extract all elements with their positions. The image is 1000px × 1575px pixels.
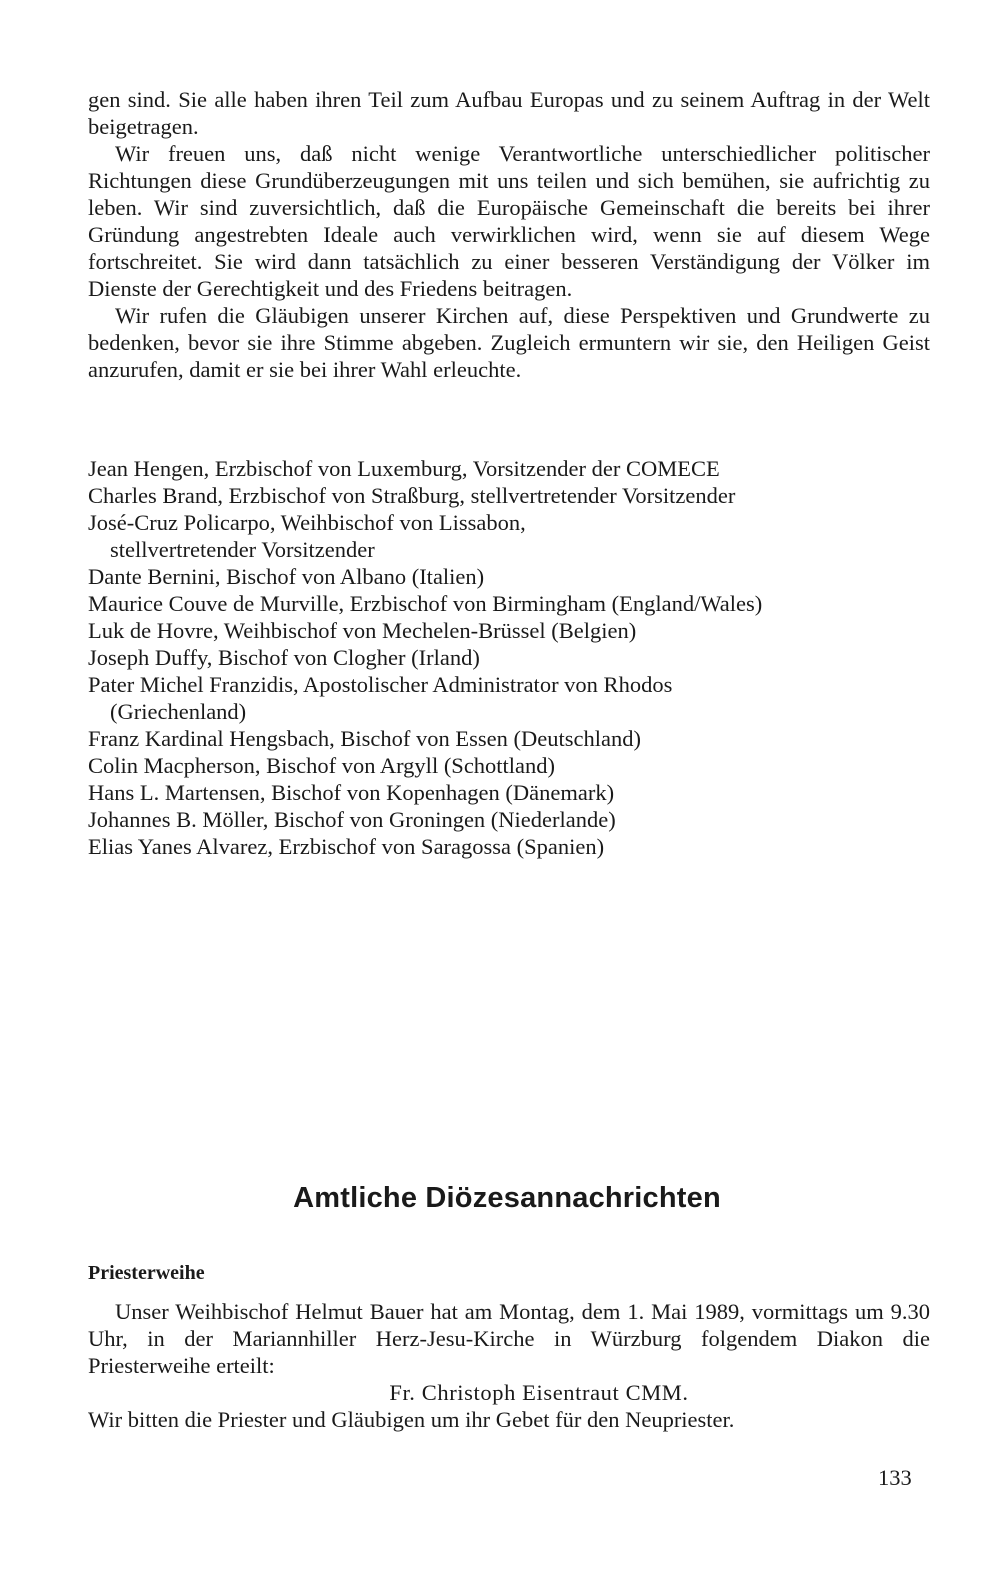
ordination-notice <box>88 1298 930 1433</box>
signatory: Charles Brand, Erzbischof von Straßburg, stellvertretender Vorsitzender <box>88 483 736 508</box>
intro-paragraph-1: gen sind. Sie alle haben ihren Teil zum Aufbau Europas und zu seinem Auftrag in der Welt beigetragen. <box>88 87 930 139</box>
signatory-continuation: (Griechenland) <box>110 699 247 724</box>
signatory: Luk de Hovre, Weihbischof von Mechelen-Brüssel (Belgien) <box>88 618 637 643</box>
intro-paragraph-2: Wir freuen uns, daß nicht wenige Verantwortliche unterschiedlicher politischer Richtungen diese Grundüberzeugungen mit uns teilen und sich bemühen, sie aufrichtig zu leben. Wir sind zuversichtlich, daß die Europäische Gemeinschaft die bereits bei ihrer Gründung angestrebten Ideale auch verwirklichen wird, wenn sie auf diesem Wege fortschreitet. Sie wird dann tatsächlich zu einer besseren Verständigung der Völker im Dienste der Gerechtigkeit und des Friedens beitragen. <box>88 141 930 301</box>
signatory: Joseph Duffy, Bischof von Clogher (Irland) <box>88 645 480 670</box>
signatory: Johannes B. Möller, Bischof von Groningen (Niederlande) <box>88 807 616 832</box>
signatory-continuation: stellvertretender Vorsitzender <box>110 537 375 562</box>
ordination-paragraph: Unser Weihbischof Helmut Bauer hat am Montag, dem 1. Mai 1989, vormittags um 9.30 Uhr, in der Mariannhiller Herz-Jesu-Kirche in Würzburg folgendem Diakon die Priesterweihe erteilt: <box>88 1299 930 1378</box>
signatory-list <box>88 455 948 860</box>
page-number: 133 <box>878 1465 912 1490</box>
signatory: Pater Michel Franzidis, Apostolischer Administrator von Rhodos <box>88 672 673 697</box>
signatory: Colin Macpherson, Bischof von Argyll (Schottland) <box>88 753 556 778</box>
signatory: Maurice Couve de Murville, Erzbischof von Birmingham (England/Wales) <box>88 591 763 616</box>
signatory: Hans L. Martensen, Bischof von Kopenhagen (Dänemark) <box>88 780 615 805</box>
ordained-priest-name: Fr. Christoph Eisentraut CMM. <box>389 1380 689 1405</box>
prayer-request: Wir bitten die Priester und Gläubigen um ihr Gebet für den Neupriester. <box>88 1407 735 1432</box>
section-subheading: Priesterweihe <box>88 1262 205 1284</box>
signatory: José-Cruz Policarpo, Weihbischof von Lissabon, <box>88 510 526 535</box>
signatory: Elias Yanes Alvarez, Erzbischof von Saragossa (Spanien) <box>88 834 605 859</box>
section-title: Amtliche Diözesannachrichten <box>293 1182 721 1214</box>
intro-paragraph-3: Wir rufen die Gläubigen unserer Kirchen auf, diese Perspektiven und Grundwerte zu bedenken, bevor sie ihre Stimme abgeben. Zugleich ermuntern wir sie, den Heiligen Geist anzurufen, damit er sie bei ihrer Wahl erleuchte. <box>88 303 930 382</box>
signatory: Jean Hengen, Erzbischof von Luxemburg, Vorsitzender der COMECE <box>88 456 720 481</box>
signatory: Dante Bernini, Bischof von Albano (Italien) <box>88 564 485 589</box>
intro-text <box>88 86 930 383</box>
signatory: Franz Kardinal Hengsbach, Bischof von Essen (Deutschland) <box>88 726 641 751</box>
